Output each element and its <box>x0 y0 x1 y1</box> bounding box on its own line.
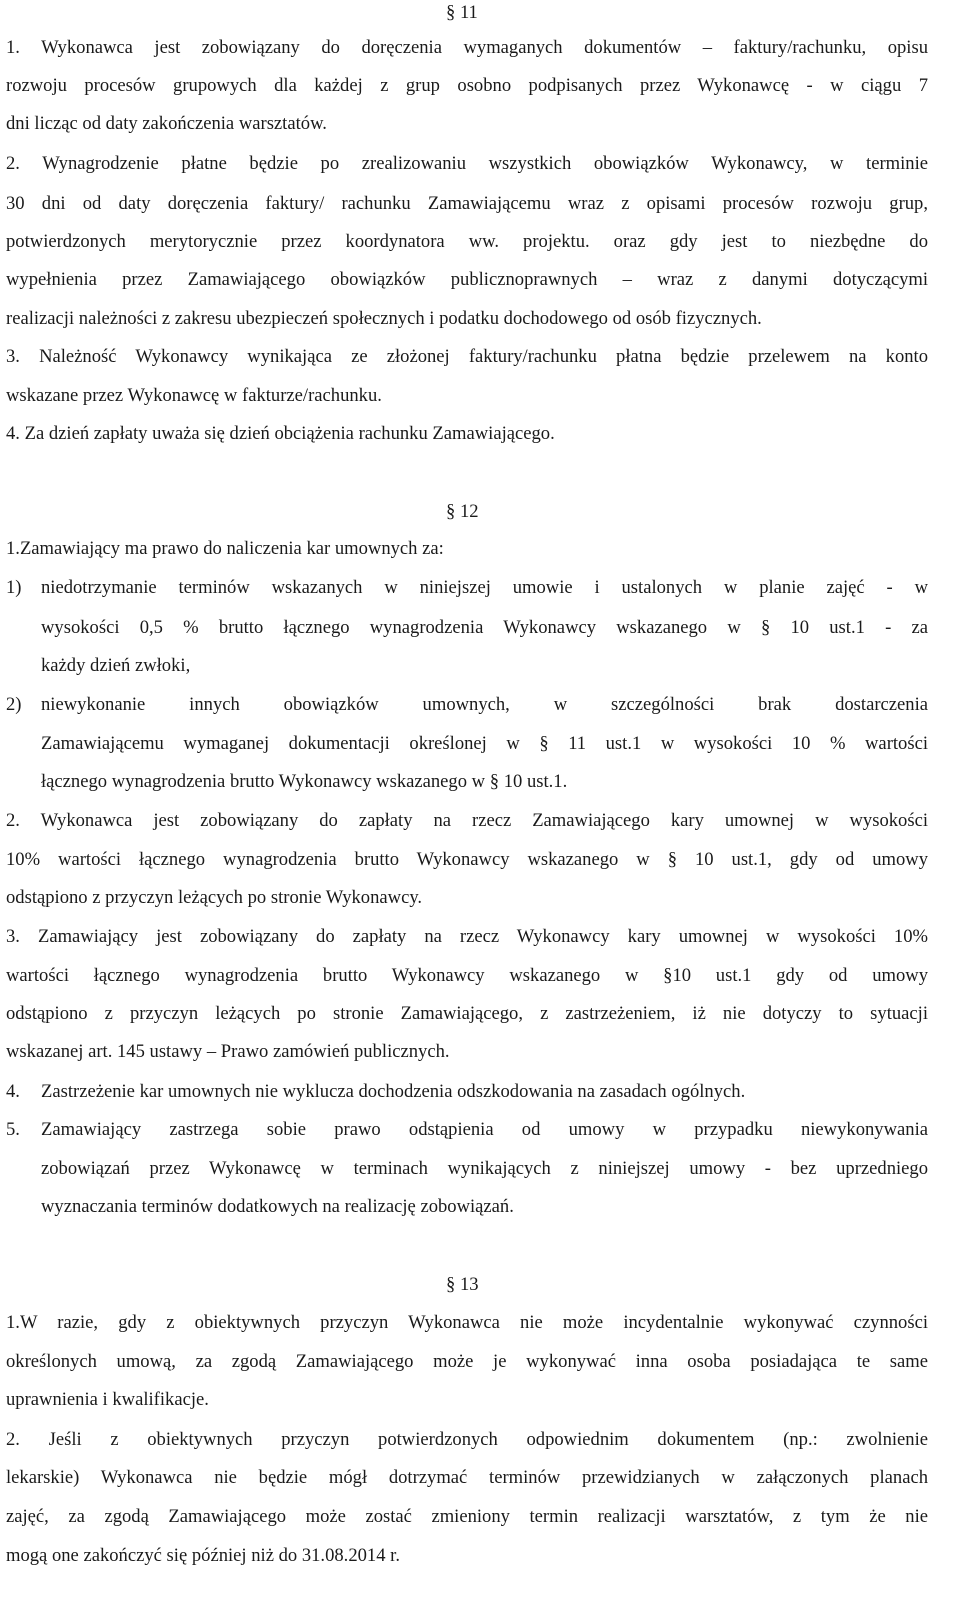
list-number: 1) <box>6 577 22 598</box>
list-item-line: zobowiązań przez Wykonawcę w terminach wynikających z niniejszej umowy - bez uprzedniego <box>41 1158 928 1179</box>
paragraph-line: potwierdzonych merytorycznie przez koordynatora ww. projektu. oraz gdy jest to niezbędne do <box>6 231 928 252</box>
paragraph-line: wskazane przez Wykonawcę w fakturze/rachunku. <box>6 385 382 406</box>
paragraph-line: lekarskie) Wykonawca nie będzie mógł dotrzymać terminów przewidzianych w załączonych planach <box>6 1467 928 1488</box>
list-number: 4. <box>6 1081 20 1102</box>
list-item-line: Zamawiający zastrzega sobie prawo odstąpienia od umowy w przypadku niewykonywania <box>41 1119 928 1140</box>
paragraph-line: wartości łącznego wynagrodzenia brutto Wykonawcy wskazanego w §10 ust.1 gdy od umowy <box>6 965 928 986</box>
list-item-line: każdy dzień zwłoki, <box>41 655 191 676</box>
paragraph-line: 10% wartości łącznego wynagrodzenia brutto Wykonawcy wskazanego w § 10 ust.1, gdy od umowy <box>6 849 928 870</box>
paragraph-line: 1.W razie, gdy z obiektywnych przyczyn Wykonawca nie może incydentalnie wykonywać czynności <box>6 1312 928 1333</box>
section-heading-13: § 13 <box>446 1274 479 1295</box>
paragraph-line: 3. Należność Wykonawcy wynikająca ze złożonej faktury/rachunku płatna będzie przelewem na konto <box>6 346 928 367</box>
paragraph-line: rozwoju procesów grupowych dla każdej z grup osobno podpisanych przez Wykonawcę - w ciągu 7 <box>6 75 928 96</box>
list-item-line: niedotrzymanie terminów wskazanych w niniejszej umowie i ustalonych w planie zajęć - w <box>41 577 928 598</box>
paragraph-line: mogą one zakończyć się później niż do 31.08.2014 r. <box>6 1545 400 1566</box>
list-item-line: Zamawiającemu wymaganej dokumentacji określonej w § 11 ust.1 w wysokości 10 % wartości <box>41 733 928 754</box>
paragraph-line: wskazanej art. 145 ustawy – Prawo zamówień publicznych. <box>6 1041 450 1062</box>
paragraph-line: zajęć, za zgodą Zamawiającego może zostać zmieniony termin realizacji warsztatów, z tym że nie <box>6 1506 928 1527</box>
paragraph-line: odstąpiono z przyczyn leżących po stronie Zamawiającego, z zastrzeżeniem, iż nie dotyczy to sytuacji <box>6 1003 928 1024</box>
paragraph-line: wypełnienia przez Zamawiającego obowiązków publicznoprawnych – wraz z danymi dotyczącymi <box>6 269 928 290</box>
paragraph-line: 1. Wykonawca jest zobowiązany do doręczenia wymaganych dokumentów – faktury/rachunku, opisu <box>6 37 928 58</box>
section-heading-12: § 12 <box>446 501 479 522</box>
section-heading-11: § 11 <box>446 2 478 23</box>
list-item-line: wysokości 0,5 % brutto łącznego wynagrodzenia Wykonawcy wskazanego w § 10 ust.1 - za <box>41 617 928 638</box>
list-number: 2) <box>6 694 22 715</box>
paragraph-line: 4. Za dzień zapłaty uważa się dzień obciążenia rachunku Zamawiającego. <box>6 423 555 444</box>
paragraph-line: 30 dni od daty doręczenia faktury/ rachunku Zamawiającemu wraz z opisami procesów rozwoju grup, <box>6 193 928 214</box>
paragraph-line: 3. Zamawiający jest zobowiązany do zapłaty na rzecz Wykonawcy kary umownej w wysokości 10% <box>6 926 928 947</box>
list-item-line: łącznego wynagrodzenia brutto Wykonawcy wskazanego w § 10 ust.1. <box>41 771 568 792</box>
paragraph-line: dni licząc od daty zakończenia warsztatów. <box>6 113 327 134</box>
paragraph-line: 2. Jeśli z obiektywnych przyczyn potwierdzonych odpowiednim dokumentem (np.: zwolnienie <box>6 1429 928 1450</box>
paragraph-line: 2. Wynagrodzenie płatne będzie po zrealizowaniu wszystkich obowiązków Wykonawcy, w terminie <box>6 153 928 174</box>
list-number: 5. <box>6 1119 20 1140</box>
paragraph-line: realizacji należności z zakresu ubezpieczeń społecznych i podatku dochodowego od osób fizycznych. <box>6 308 762 329</box>
list-item-line: wyznaczania terminów dodatkowych na realizację zobowiązań. <box>41 1196 514 1217</box>
paragraph-line: 2. Wykonawca jest zobowiązany do zapłaty na rzecz Zamawiającego kary umownej w wysokości <box>6 810 928 831</box>
paragraph-line: uprawnienia i kwalifikacje. <box>6 1389 209 1410</box>
paragraph-line: określonych umową, za zgodą Zamawiającego może je wykonywać inna osoba posiadająca te same <box>6 1351 928 1372</box>
list-item-line: Zastrzeżenie kar umownych nie wyklucza dochodzenia odszkodowania na zasadach ogólnych. <box>41 1081 746 1102</box>
paragraph-line: 1.Zamawiający ma prawo do naliczenia kar umownych za: <box>6 538 444 559</box>
list-item-line: niewykonanie innych obowiązków umownych, w szczególności brak dostarczenia <box>41 694 928 715</box>
paragraph-line: odstąpiono z przyczyn leżących po stronie Wykonawcy. <box>6 887 423 908</box>
